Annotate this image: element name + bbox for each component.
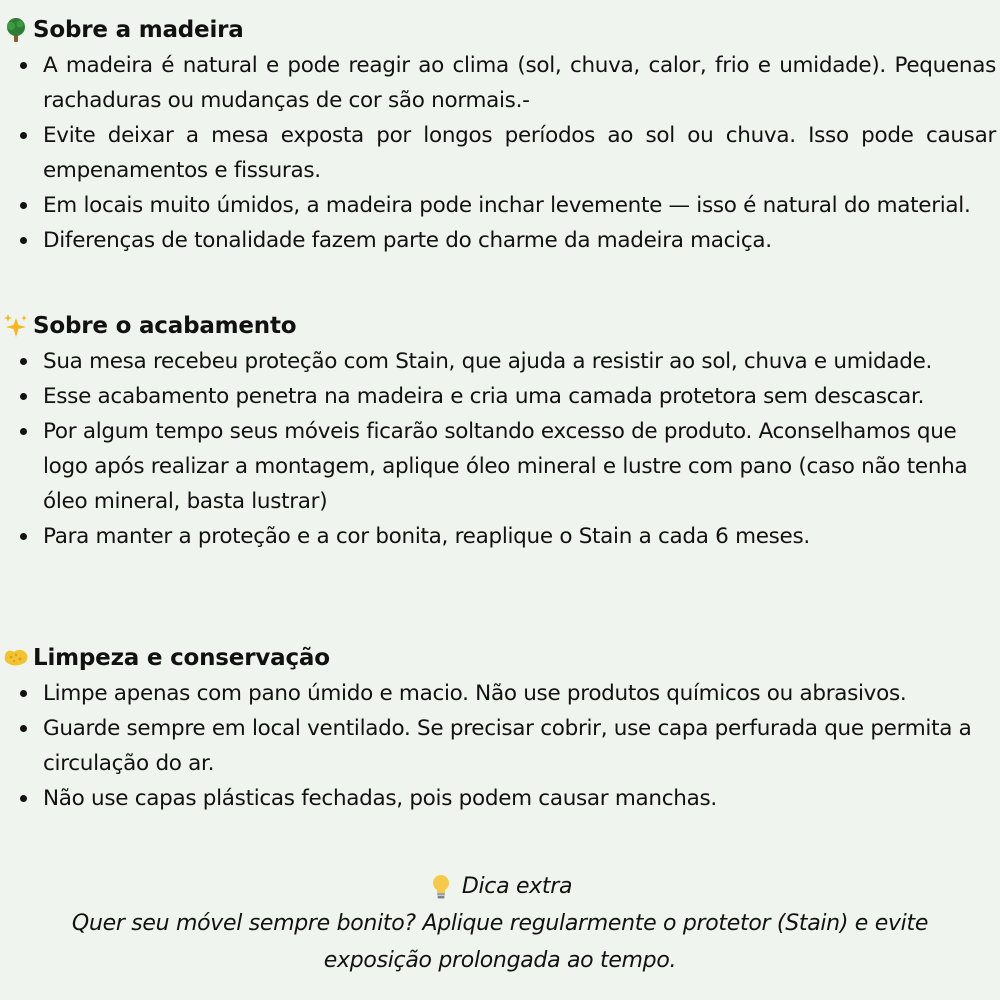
tip-title-row — [20, 868, 980, 905]
sparkles-icon — [2, 312, 30, 340]
list-item: Para manter a proteção e a cor bonita, reaplique o Stain a cada 6 meses. — [0, 519, 1000, 554]
section-heading-label: Limpeza e conservação — [33, 645, 330, 671]
list-item: Sua mesa recebeu proteção com Stain, que ajuda a resistir ao sol, chuva e umidade. — [0, 344, 1000, 379]
list-item: A madeira é natural e pode reagir ao clima (sol, chuva, calor, frio e umidade). Pequenas rachaduras ou mudanças de cor são normais.- — [0, 48, 1000, 118]
bullet-list — [0, 344, 1000, 554]
list-item: Por algum tempo seus móveis ficarão soltando excesso de produto. Aconselhamos que logo após realizar a montagem, aplique óleo mineral e lustre com pano (caso não tenha óleo mineral, basta lustrar) — [0, 414, 1000, 519]
section-cleaning — [0, 640, 1000, 816]
list-item: Diferenças de tonalidade fazem parte do charme da madeira maciça. — [0, 223, 1000, 258]
sponge-icon — [2, 644, 30, 672]
section-heading-cleaning — [0, 640, 1000, 676]
section-heading-label: Sobre o acabamento — [33, 313, 297, 339]
bullet-list — [0, 676, 1000, 816]
tip-title: Dica extra — [461, 874, 573, 899]
section-about-finish — [0, 308, 1000, 554]
list-item: Limpe apenas com pano úmido e macio. Não use produtos químicos ou abrasivos. — [0, 676, 1000, 711]
section-heading-about-finish — [0, 308, 1000, 344]
bullet-list — [0, 48, 1000, 258]
list-item: Esse acabamento penetra na madeira e cria uma camada protetora sem descascar. — [0, 379, 1000, 414]
list-item: Guarde sempre em local ventilado. Se precisar cobrir, use capa perfurada que permita a circulação do ar. — [0, 711, 1000, 781]
section-heading-label: Sobre a madeira — [33, 17, 244, 43]
list-item: Evite deixar a mesa exposta por longos períodos ao sol ou chuva. Isso pode causar empenamentos e fissuras. — [0, 118, 1000, 188]
section-heading-about-wood — [0, 12, 1000, 48]
section-about-wood — [0, 12, 1000, 258]
list-item: Em locais muito úmidos, a madeira pode inchar levemente — isso é natural do material. — [0, 188, 1000, 223]
light-bulb-icon — [428, 873, 454, 901]
tip-text: Quer seu móvel sempre bonito? Aplique regularmente o protetor (Stain) e evite exposição prolongada ao tempo. — [71, 911, 929, 973]
tree-icon — [2, 16, 30, 44]
extra-tip — [20, 868, 980, 979]
list-item: Não use capas plásticas fechadas, pois podem causar manchas. — [0, 781, 1000, 816]
